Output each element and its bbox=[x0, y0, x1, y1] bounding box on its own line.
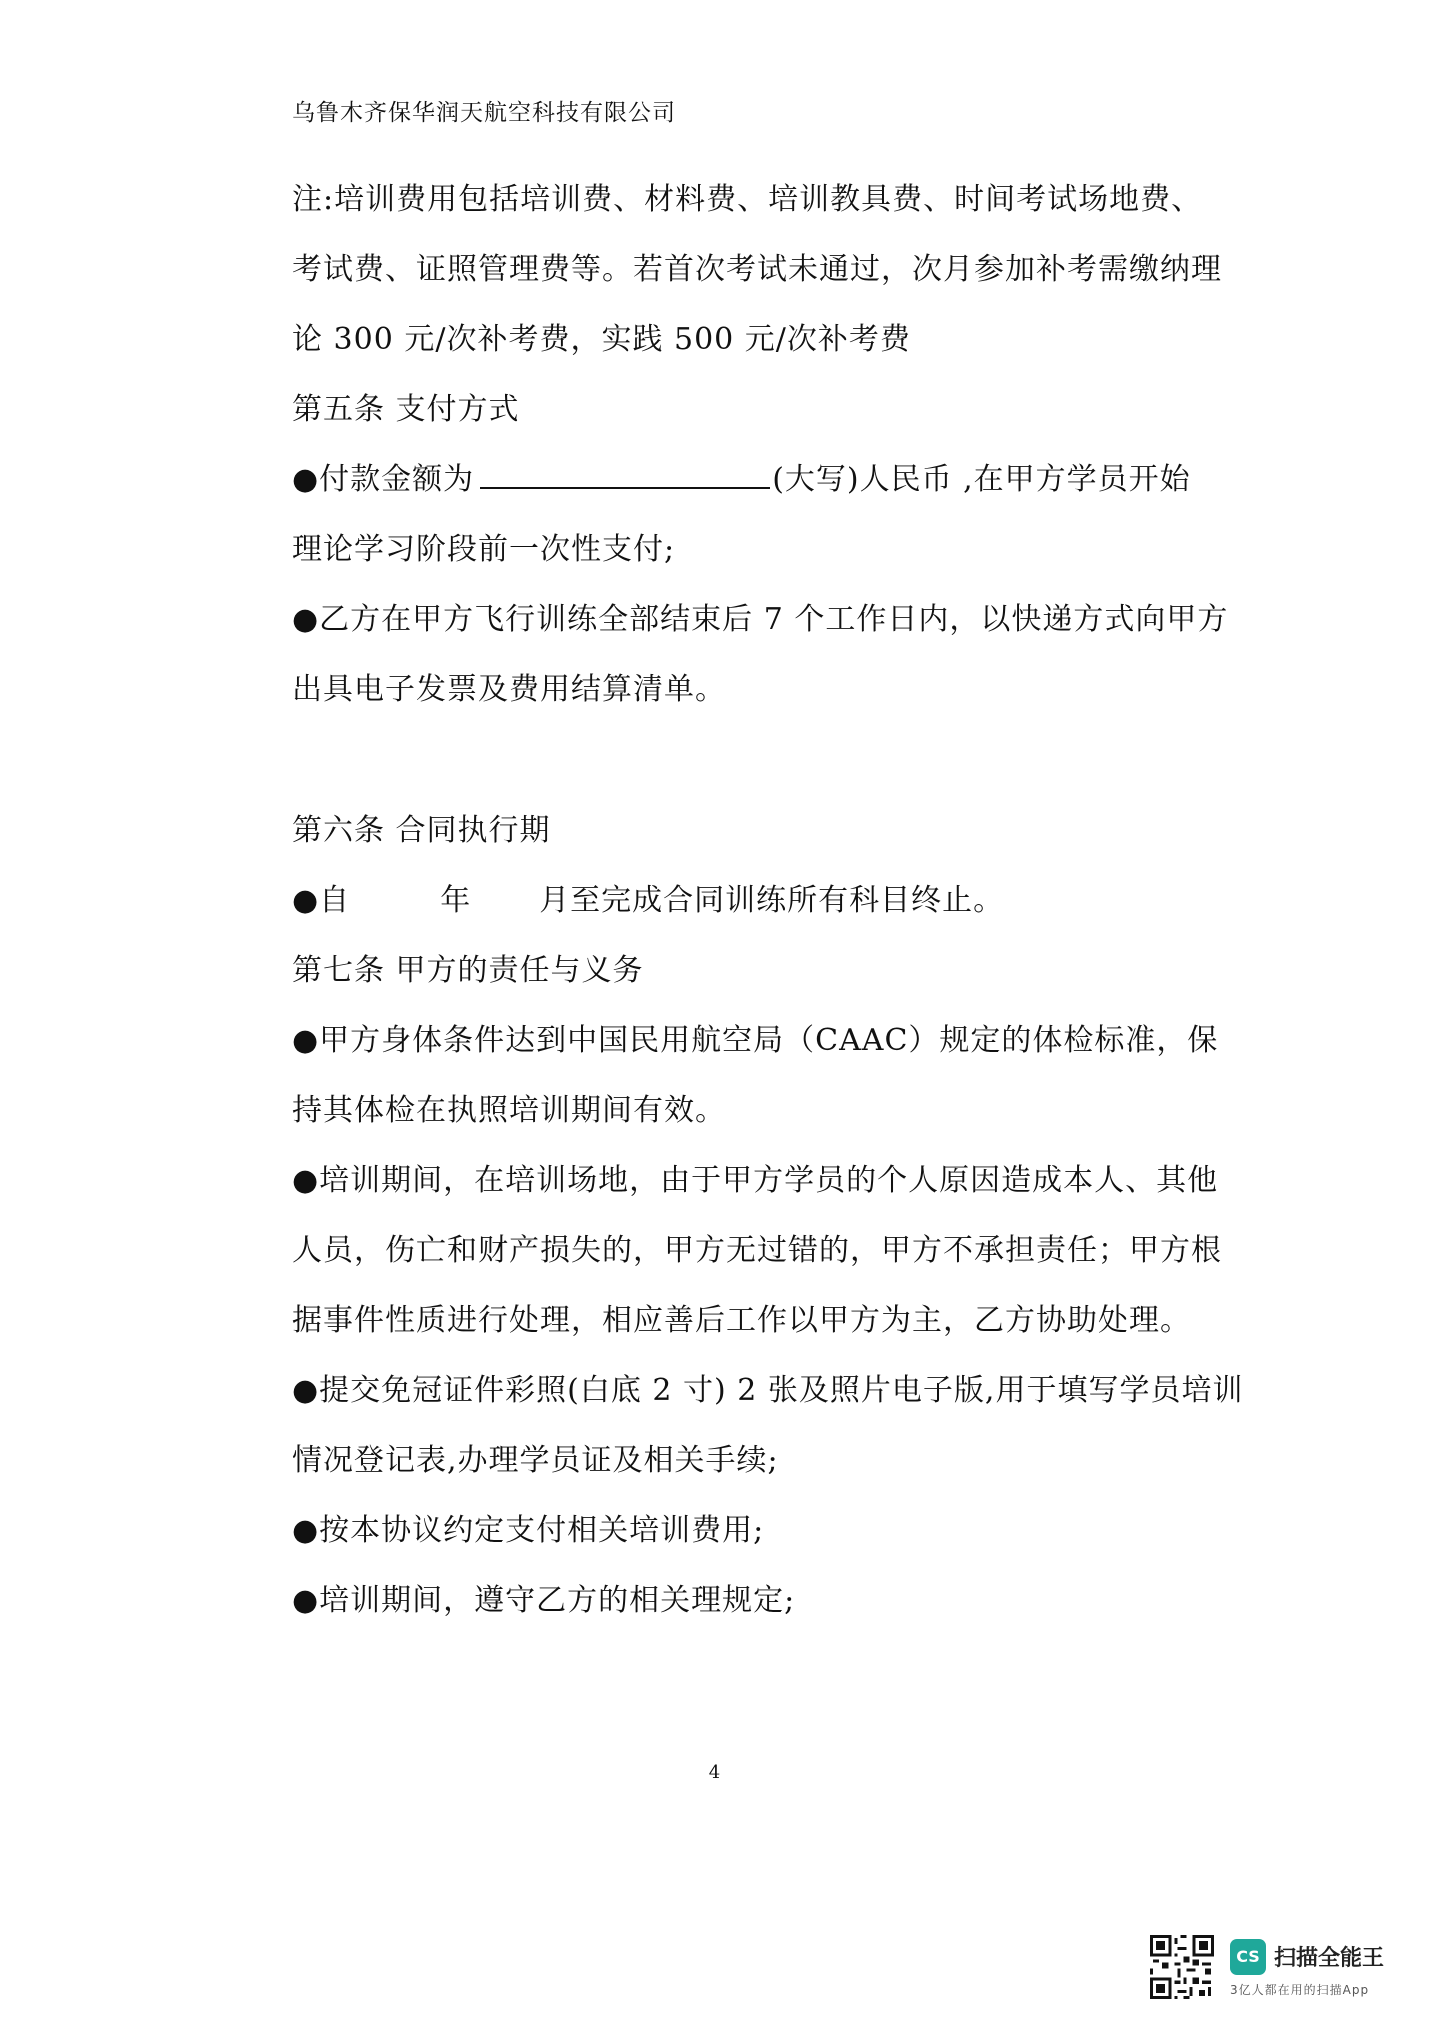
article-6-title: 第六条 合同执行期 bbox=[292, 813, 551, 848]
watermark-title: 扫描全能王 bbox=[1274, 1946, 1385, 1971]
watermark-subtitle: 3亿人都在用的扫描App bbox=[1230, 1983, 1370, 1997]
company-header: 乌鲁木齐保华润天航空科技有限公司 bbox=[292, 100, 676, 126]
payment-amount-suffix: (大写)人民币 ,在甲方学员开始 bbox=[772, 462, 1191, 497]
article-7-bullet-1-line-2: 持其体检在执照培训期间有效。 bbox=[292, 1093, 726, 1128]
article-5-bullet-2-line-1: ●乙方在甲方飞行训练全部结束后 7 个工作日内，以快递方式向甲方 bbox=[292, 602, 1229, 637]
article-5-bullet-1 bbox=[292, 454, 1191, 498]
note-line-1: 注:培训费用包括培训费、材料费、培训教具费、时间考试场地费、 bbox=[292, 182, 1203, 217]
article-5-bullet-1-line-2: 理论学习阶段前一次性支付; bbox=[292, 532, 676, 567]
article-5-title: 第五条 支付方式 bbox=[292, 392, 520, 427]
page-number: 4 bbox=[708, 1762, 721, 1783]
period-year-label: 年 bbox=[440, 883, 472, 918]
camscanner-logo: CS bbox=[1230, 1939, 1266, 1975]
article-7-bullet-2-line-1: ●培训期间，在培训场地，由于甲方学员的个人原因造成本人、其他 bbox=[292, 1163, 1219, 1198]
article-7-bullet-3-line-1: ●提交免冠证件彩照(白底 2 寸) 2 张及照片电子版,用于填写学员培训 bbox=[292, 1373, 1244, 1408]
scanner-watermark bbox=[1150, 1935, 1410, 2005]
article-7-bullet-4: ●按本协议约定支付相关培训费用; bbox=[292, 1513, 765, 1548]
payment-amount-blank bbox=[480, 465, 770, 489]
note-line-2: 考试费、证照管理费等。若首次考试未通过，次月参加补考需缴纳理 bbox=[292, 252, 1222, 287]
article-7-bullet-1-line-1: ●甲方身体条件达到中国民用航空局（CAAC）规定的体检标准，保 bbox=[292, 1023, 1219, 1058]
article-7-bullet-5: ●培训期间，遵守乙方的相关理规定; bbox=[292, 1583, 796, 1618]
article-7-bullet-3-line-2: 情况登记表,办理学员证及相关手续; bbox=[292, 1443, 779, 1478]
article-7-title: 第七条 甲方的责任与义务 bbox=[292, 953, 644, 988]
period-from-label: ●自 bbox=[292, 883, 351, 918]
article-5-bullet-2-line-2: 出具电子发票及费用结算清单。 bbox=[292, 672, 726, 707]
period-month-text: 月至完成合同训练所有科目终止。 bbox=[539, 883, 1005, 918]
article-7-bullet-2-line-3: 据事件性质进行处理，相应善后工作以甲方为主，乙方协助处理。 bbox=[292, 1303, 1191, 1338]
payment-amount-label: ●付款金额为 bbox=[292, 462, 475, 497]
qr-code-icon bbox=[1150, 1935, 1214, 1999]
article-6-bullet-1 bbox=[292, 875, 1004, 919]
note-line-3: 论 300 元/次补考费，实践 500 元/次补考费 bbox=[292, 322, 911, 357]
article-7-bullet-2-line-2: 人员，伤亡和财产损失的，甲方无过错的，甲方不承担责任；甲方根 bbox=[292, 1233, 1222, 1268]
